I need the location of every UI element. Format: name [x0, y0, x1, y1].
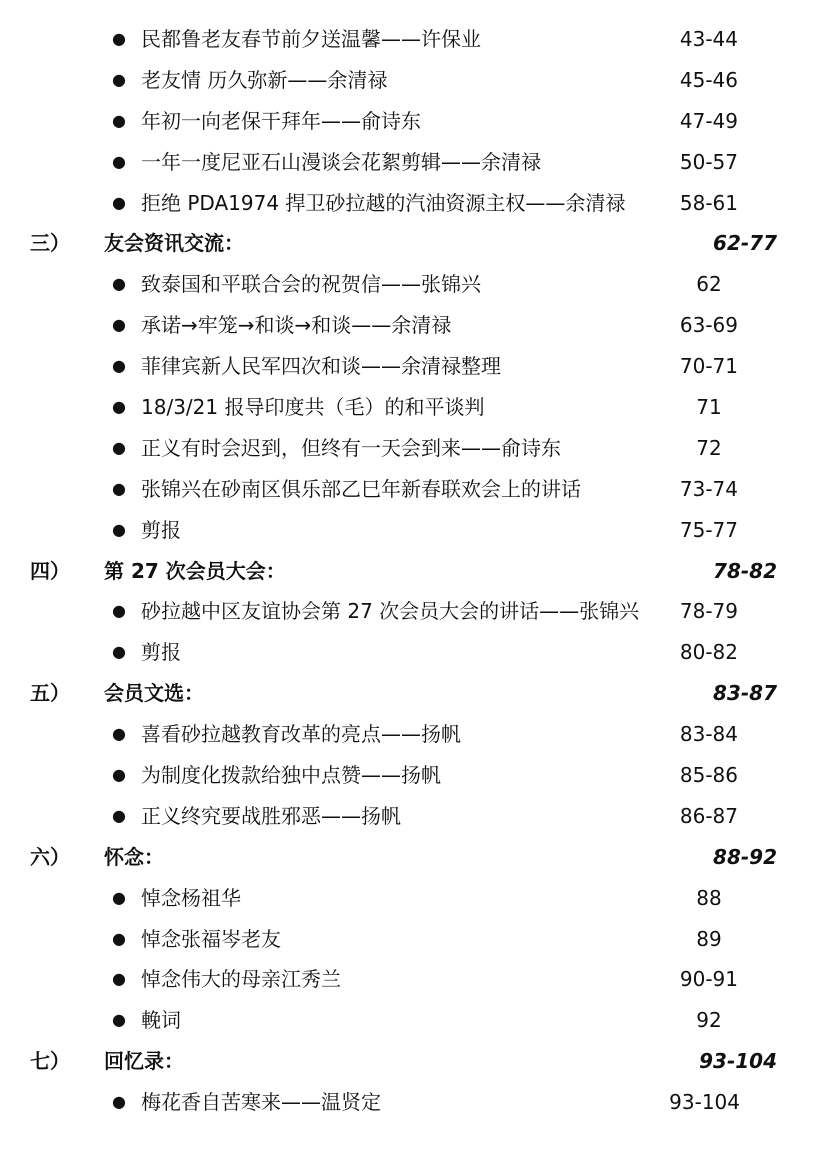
bullet-icon: ● [112, 1010, 126, 1030]
toc-list-item [0, 469, 819, 510]
item-title: 剪报 [141, 640, 181, 665]
item-page-range: 63-69 [679, 313, 738, 338]
item-page-range: 62 [696, 272, 722, 297]
toc-list-item [0, 632, 819, 673]
bullet-icon: ● [112, 69, 126, 89]
section-number: 六） [30, 844, 70, 869]
section-title: 回忆录： [104, 1049, 184, 1074]
toc-list-item [0, 264, 819, 305]
toc-section-heading [0, 673, 819, 714]
item-title: 老友情 历久弥新——余清禄 [141, 67, 388, 92]
bullet-icon: ● [112, 887, 126, 907]
toc-list-item [0, 919, 819, 960]
toc-list-item [0, 796, 819, 837]
item-page-range: 70-71 [679, 354, 738, 379]
toc-list-item [0, 60, 819, 101]
item-page-range: 72 [696, 435, 722, 460]
section-title: 第 27 次会员大会： [104, 558, 286, 583]
item-title: 拒绝 PDA1974 捍卫砂拉越的汽油资源主权——余清禄 [141, 190, 626, 215]
bullet-icon: ● [112, 192, 126, 212]
item-page-range: 88 [696, 885, 722, 910]
item-page-range: 73-74 [679, 476, 738, 501]
bullet-icon: ● [112, 478, 126, 498]
item-title: 民都鲁老友春节前夕送温馨——许保业 [141, 27, 481, 51]
item-page-range: 47-49 [679, 108, 738, 133]
item-title: 剪报 [141, 517, 181, 542]
item-page-range: 71 [696, 395, 722, 420]
section-title: 友会资讯交流： [104, 231, 244, 256]
toc-list-item [0, 428, 819, 469]
item-title: 悼念伟大的母亲江秀兰 [141, 967, 341, 992]
bullet-icon: ● [112, 397, 126, 417]
toc-section-heading [0, 837, 819, 878]
bullet-icon: ● [112, 437, 126, 457]
item-page-range: 58-61 [679, 190, 738, 215]
section-page-range: 83-87 [713, 681, 777, 706]
item-page-range: 90-91 [679, 967, 738, 992]
item-title: 喜看砂拉越教育改革的亮点——扬帆 [141, 722, 461, 747]
bullet-icon: ● [112, 356, 126, 376]
toc-list-item [0, 878, 819, 919]
bullet-icon: ● [112, 519, 126, 539]
section-number: 四） [30, 558, 70, 583]
bullet-icon: ● [112, 151, 126, 171]
toc-list-item [0, 1082, 819, 1123]
toc-section-heading [0, 551, 819, 592]
toc-list-item [0, 510, 819, 551]
item-page-range: 43-44 [679, 27, 738, 51]
toc-list-item [0, 142, 819, 183]
bullet-icon: ● [112, 601, 126, 621]
toc-list-item [0, 346, 819, 387]
item-title: 悼念杨祖华 [141, 885, 241, 910]
bullet-icon: ● [112, 642, 126, 662]
section-title: 会员文选： [104, 681, 204, 706]
item-title: 砂拉越中区友谊协会第 27 次会员大会的讲话——张锦兴 [141, 599, 640, 624]
toc-list-item [0, 714, 819, 755]
item-page-range: 83-84 [679, 722, 738, 747]
item-title: 承诺→牢笼→和谈→和谈——余清禄 [141, 313, 452, 338]
toc-list-item [0, 19, 819, 60]
bullet-icon: ● [112, 274, 126, 294]
toc-list-item [0, 101, 819, 142]
section-number: 五） [30, 681, 70, 706]
item-title: 18/3/21 报导印度共（毛）的和平谈判 [141, 395, 485, 420]
item-page-range: 89 [696, 926, 722, 951]
item-page-range: 50-57 [679, 149, 738, 174]
section-title: 怀念： [104, 844, 164, 869]
bullet-icon: ● [112, 928, 126, 948]
toc-section-heading [0, 223, 819, 264]
toc-list-item [0, 183, 819, 224]
bullet-icon: ● [112, 1092, 126, 1112]
item-title: 正义有时会迟到，但终有一天会到来——俞诗东 [141, 435, 561, 460]
toc-list-item [0, 387, 819, 428]
section-page-range: 88-92 [713, 844, 777, 869]
bullet-icon: ● [112, 29, 126, 48]
toc-list-item [0, 959, 819, 1000]
item-title: 梅花香自苦寒来——温贤定 [141, 1090, 381, 1115]
item-title: 悼念张福岑老友 [141, 926, 281, 951]
item-title: 张锦兴在砂南区俱乐部乙巳年新春联欢会上的讲话 [141, 476, 581, 501]
bullet-icon: ● [112, 969, 126, 989]
item-page-range: 93-104 [669, 1090, 740, 1115]
toc-list-item [0, 305, 819, 346]
bullet-icon: ● [112, 805, 126, 825]
bullet-icon: ● [112, 110, 126, 130]
toc-list-item [0, 755, 819, 796]
item-title: 輓词 [141, 1008, 181, 1033]
item-title: 正义终究要战胜邪恶——扬帆 [141, 803, 401, 828]
item-page-range: 85-86 [679, 763, 738, 788]
item-page-range: 92 [696, 1008, 722, 1033]
item-page-range: 78-79 [679, 599, 738, 624]
table-of-contents [0, 19, 819, 1123]
bullet-icon: ● [112, 765, 126, 785]
bullet-icon: ● [112, 315, 126, 335]
item-title: 为制度化拨款给独中点赞——扬帆 [141, 763, 441, 788]
toc-list-item [0, 591, 819, 632]
section-page-range: 93-104 [699, 1049, 777, 1074]
item-title: 致泰国和平联合会的祝贺信——张锦兴 [141, 272, 481, 297]
toc-list-item [0, 1000, 819, 1041]
section-page-range: 62-77 [713, 231, 777, 256]
bullet-icon: ● [112, 724, 126, 744]
item-title: 菲律宾新人民军四次和谈——余清禄整理 [141, 354, 501, 379]
item-page-range: 45-46 [679, 67, 738, 92]
item-title: 年初一向老保干拜年——俞诗东 [141, 108, 421, 133]
item-title: 一年一度尼亚石山漫谈会花絮剪辑——余清禄 [141, 149, 541, 174]
toc-section-heading [0, 1041, 819, 1082]
item-page-range: 75-77 [679, 517, 738, 542]
item-page-range: 80-82 [679, 640, 738, 665]
section-page-range: 78-82 [713, 558, 777, 583]
section-number: 七） [30, 1049, 70, 1074]
section-number: 三） [30, 231, 70, 256]
item-page-range: 86-87 [679, 803, 738, 828]
